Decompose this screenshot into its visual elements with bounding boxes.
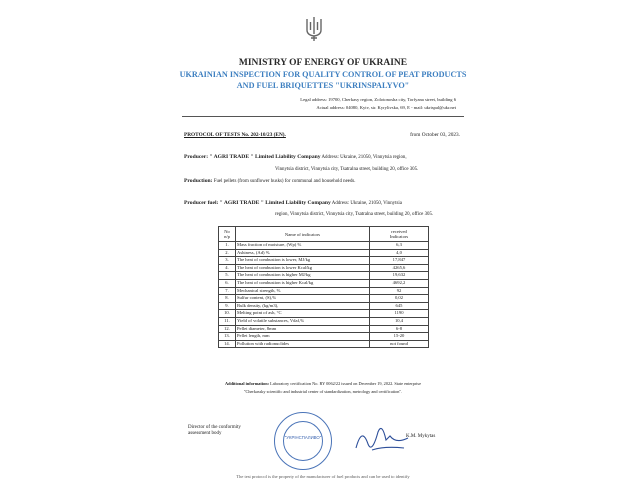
protocol-date: from October 03, 2023. [410, 132, 460, 138]
official-stamp [274, 412, 332, 470]
row-indicator-name: Pellet length, mm [236, 333, 370, 341]
table-row [219, 242, 429, 250]
row-indicator-name: Mass fraction of moisture, (Wp) % [236, 242, 370, 250]
row-number: 8. [219, 295, 236, 303]
producer-label: Producer: [184, 154, 209, 160]
actual-address: Actual address: 04080, Kyiv, str. Kyrylivska, 69, E - mail: ukrispal@ukr.net [316, 105, 456, 110]
row-indicator-name: Mechanical strength, % [236, 287, 370, 295]
table-row [219, 302, 429, 310]
producer-fuel-line [184, 200, 402, 206]
producer-fuel-name: " AGRI TRADE " Limited Liability Company [219, 200, 331, 206]
row-indicator-name: The heat of combustion is higher Kcal/kg [236, 279, 370, 287]
row-indicator-value: 6-8 [370, 325, 429, 333]
ministry-title: MINISTRY OF ENERGY OF UKRAINE [238, 58, 408, 68]
row-indicator-value: 19,632 [370, 272, 429, 280]
legal-address: Legal address: 19700, Cherkasy region, Zolotonosha city, Torfyana street, building 6 [300, 97, 456, 102]
signature-icon [352, 418, 412, 458]
producer-address-2: Vinnytsia district, Vinnytsia city, Tsatralna street, building 20, office 305. [275, 167, 419, 172]
row-indicator-value: 17,847 [370, 257, 429, 265]
row-indicator-value: 645 [370, 302, 429, 310]
col-no-header: No n/p [219, 227, 236, 242]
row-number: 6. [219, 279, 236, 287]
table-row [219, 279, 429, 287]
table-row [219, 317, 429, 325]
table-header-row [219, 227, 429, 242]
row-indicator-value: 4,0 [370, 249, 429, 257]
row-indicator-name: The heat of combustion is higher MJ/kg [236, 272, 370, 280]
table-row [219, 264, 429, 272]
director-line2: assessment body [188, 431, 222, 437]
row-indicator-name: Ashiness, (Ad) % [236, 249, 370, 257]
row-number: 5. [219, 272, 236, 280]
header-divider [182, 116, 464, 117]
row-indicator-name: Pollution with radionuclides [236, 340, 370, 348]
director-line1: Director of the conformity [188, 425, 241, 430]
row-indicator-value: 10,4 [370, 317, 429, 325]
row-indicator-name: Bulk density, (kg/m3), [236, 302, 370, 310]
row-indicator-name: Yield of volatile substances, Vdaf,% [236, 317, 370, 325]
inspection-title-line1: UKRAINIAN INSPECTION FOR QUALITY CONTROL OF PEAT PRODUCTS [179, 70, 467, 79]
row-number: 10. [219, 310, 236, 318]
table-row [219, 340, 429, 348]
production-text: Fuel pellets (from sunflower husks) for communal and household needs. [213, 179, 356, 184]
stamp-inner-ring [283, 421, 323, 461]
row-indicator-value: 0,02 [370, 295, 429, 303]
row-number: 3. [219, 257, 236, 265]
row-indicator-value: not found [370, 340, 429, 348]
producer-fuel-address-1: Address: Ukraine, 21050, Vinnytsia [331, 201, 402, 206]
row-indicator-value: 6,3 [370, 242, 429, 250]
production-line [184, 178, 356, 184]
producer-line [184, 154, 407, 160]
row-indicator-name: Sulfur content, (S),% [236, 295, 370, 303]
signer-name: K.M. Mykytas [406, 434, 436, 439]
row-number: 2. [219, 249, 236, 257]
row-number: 4. [219, 264, 236, 272]
table-body [219, 242, 429, 348]
row-indicator-value: 4265,6 [370, 264, 429, 272]
col-name-header: Name of indicators [236, 227, 370, 242]
document-page [168, 0, 478, 480]
row-indicator-value: 92 [370, 287, 429, 295]
table-row [219, 295, 429, 303]
row-number: 12. [219, 325, 236, 333]
row-indicator-value: 1190 [370, 310, 429, 318]
row-indicator-name: The heat of combustion is lower Kcal/kg [236, 264, 370, 272]
production-label: Production: [184, 178, 213, 184]
row-number: 9. [219, 302, 236, 310]
additional-info-text-2: "Cherkassky scientific and industrial center of standardization, metrology and certification". [243, 389, 403, 394]
table-row [219, 257, 429, 265]
producer-fuel-address-2: region, Vinnytsia district, Vinnytsia city, Tsatralna street, building 20, office 305. [275, 212, 434, 217]
row-indicator-name: Melting point of ash, °C [236, 310, 370, 318]
trident-emblem-icon [304, 16, 324, 42]
row-number: 1. [219, 242, 236, 250]
stamp-text: "УКРІНСПАЛИВО" [284, 435, 322, 440]
director-title [188, 425, 241, 438]
col-value-header: received Indicators [370, 227, 429, 242]
table-row [219, 333, 429, 341]
row-number: 11. [219, 317, 236, 325]
table-row [219, 325, 429, 333]
producer-fuel-label: Producer fuel: [184, 200, 219, 206]
table-row [219, 310, 429, 318]
producer-name: " AGRI TRADE " Limited Liability Company [209, 154, 321, 160]
bottom-note: The test protocol is the property of the manufacturer of fuel products and can be used to identify [236, 474, 410, 479]
row-indicator-value: 4692,2 [370, 279, 429, 287]
row-number: 14. [219, 340, 236, 348]
table-row [219, 272, 429, 280]
additional-info-text-1: Laboratory certification No. RY 0062/22 issued on December 19, 2022. State enterprise [270, 381, 422, 386]
table-row [219, 287, 429, 295]
row-indicator-name: Pellet diameter, 8mm [236, 325, 370, 333]
row-indicator-value: 15-20 [370, 333, 429, 341]
inspection-title-line2: AND FUEL BRIQUETTES "UKRINSPALYVO" [236, 81, 410, 90]
table-row [219, 249, 429, 257]
protocol-title: PROTOCOL OF TESTS No. 202-10/23 (EN). [184, 132, 286, 138]
row-indicator-name: The heat of combustion is lower, MJ/kg [236, 257, 370, 265]
additional-info-label: Additional information: [224, 381, 270, 386]
producer-address-1: Address: Ukraine, 21050, Vinnytsia region, [321, 155, 407, 160]
row-number: 13. [219, 333, 236, 341]
additional-info-line1 [168, 381, 478, 386]
row-number: 7. [219, 287, 236, 295]
indicators-table [218, 226, 429, 348]
